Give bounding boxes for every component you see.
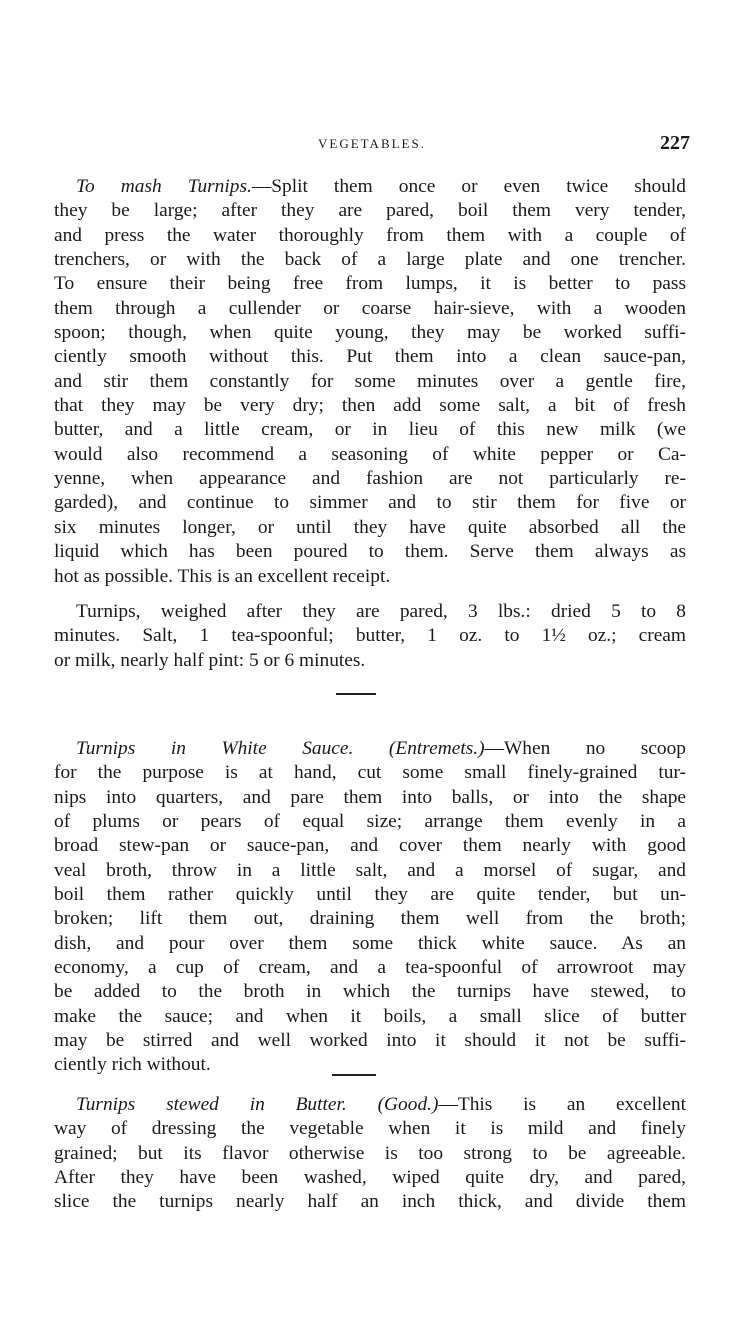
text-line: may be stirred and well worked into it should it not be suffi- — [54, 1030, 686, 1052]
text-line: To ensure their being free from lumps, it is better to pass — [54, 273, 686, 295]
text-line: veal broth, throw in a little salt, and a morsel of sugar, and — [54, 859, 686, 881]
text-line: spoon; though, when quite young, they may be worked suffi- — [54, 322, 686, 344]
text-line: broken; lift them out, draining them well from the broth; — [54, 908, 686, 930]
text-line: butter, and a little cream, or in lieu of this new milk (we — [54, 419, 686, 441]
text-line: them through a cullender or coarse hair-sieve, with a wooden — [54, 297, 686, 319]
text-line: six minutes longer, or until they have quite absorbed all the — [54, 516, 686, 538]
book-page — [54, 0, 690, 1340]
text-line: they be large; after they are pared, boil them very tender, — [54, 200, 686, 222]
text-line: or milk, nearly half pint: 5 or 6 minutes. — [54, 649, 366, 671]
text-line: be added to the broth in which the turnips have stewed, to — [54, 981, 686, 1003]
text-line: of plums or pears of equal size; arrange them evenly in a — [54, 811, 686, 833]
text-line: for the purpose is at hand, cut some small finely-grained tur- — [54, 762, 686, 784]
text-line: broad stew-pan or sauce-pan, and cover them nearly with good — [54, 835, 686, 857]
text-line: grained; but its flavor otherwise is too strong to be agreeable. — [54, 1142, 686, 1164]
text-line: that they may be very dry; then add some salt, a bit of fresh — [54, 395, 686, 417]
text-line: nips into quarters, and pare them into balls, or into the shape — [54, 786, 686, 808]
text-line: Turnips, weighed after they are pared, 3 lbs.: dried 5 to 8 — [76, 601, 686, 622]
text-line: economy, a cup of cream, and a tea-spoonful of arrowroot may — [54, 957, 686, 979]
section-subtitle: (Good.) — [377, 1094, 439, 1115]
running-head-title: VEGETABLES. — [318, 136, 426, 151]
section-stewed-butter — [54, 1093, 686, 1215]
text-line: boil them rather quickly until they are quite tender, but un- — [54, 884, 686, 906]
section-title: Turnips stewed in Butter. — [76, 1094, 347, 1115]
text-line: way of dressing the vegetable when it is mild and finely — [54, 1118, 686, 1140]
text-line: minutes. Salt, 1 tea-spoonful; butter, 1 oz. to 1½ oz.; cream — [54, 625, 686, 647]
page-number: 227 — [660, 132, 690, 154]
section-divider — [336, 693, 376, 695]
quantities-note — [54, 600, 686, 673]
section-title: Turnips in White Sauce. — [76, 738, 354, 759]
text-line: ciently rich without. — [54, 1054, 211, 1076]
text-line: dish, and pour over them some thick white sauce. As an — [54, 932, 686, 954]
text-line: hot as possible. This is an excellent receipt. — [54, 565, 391, 587]
running-head — [54, 132, 690, 158]
section-mash-turnips — [54, 175, 686, 589]
section-subtitle: (Entremets.) — [388, 738, 485, 759]
text-line: trenchers, or with the back of a large plate and one trencher. — [54, 249, 686, 271]
text-line: Turnips in White Sauce. (Entremets.)—When no scoop — [76, 738, 686, 759]
text-line: Turnips stewed in Butter. (Good.)—This is an excellent — [76, 1094, 686, 1115]
text-line: slice the turnips nearly half an inch thick, and divide them — [54, 1191, 686, 1213]
section-title: To mash Turnips. — [76, 176, 252, 197]
text-line: garded), and continue to simmer and to stir them for five or — [54, 492, 686, 514]
text-line: yenne, when appearance and fashion are not particularly re- — [54, 468, 686, 490]
text-line: To mash Turnips.—Split them once or even twice should — [76, 176, 686, 197]
text-line: and press the water thoroughly from them with a couple of — [54, 224, 686, 246]
text-line: ciently smooth without this. Put them into a clean sauce-pan, — [54, 346, 686, 368]
section-white-sauce — [54, 737, 686, 1078]
text-line: liquid which has been poured to them. Serve them always as — [54, 541, 686, 563]
text-line: and stir them constantly for some minutes over a gentle fire, — [54, 370, 686, 392]
text-line: After they have been washed, wiped quite dry, and pared, — [54, 1167, 686, 1189]
text-line: make the sauce; and when it boils, a small slice of butter — [54, 1005, 686, 1027]
text-line: would also recommend a seasoning of white pepper or Ca- — [54, 443, 686, 465]
section-divider — [332, 1074, 376, 1076]
